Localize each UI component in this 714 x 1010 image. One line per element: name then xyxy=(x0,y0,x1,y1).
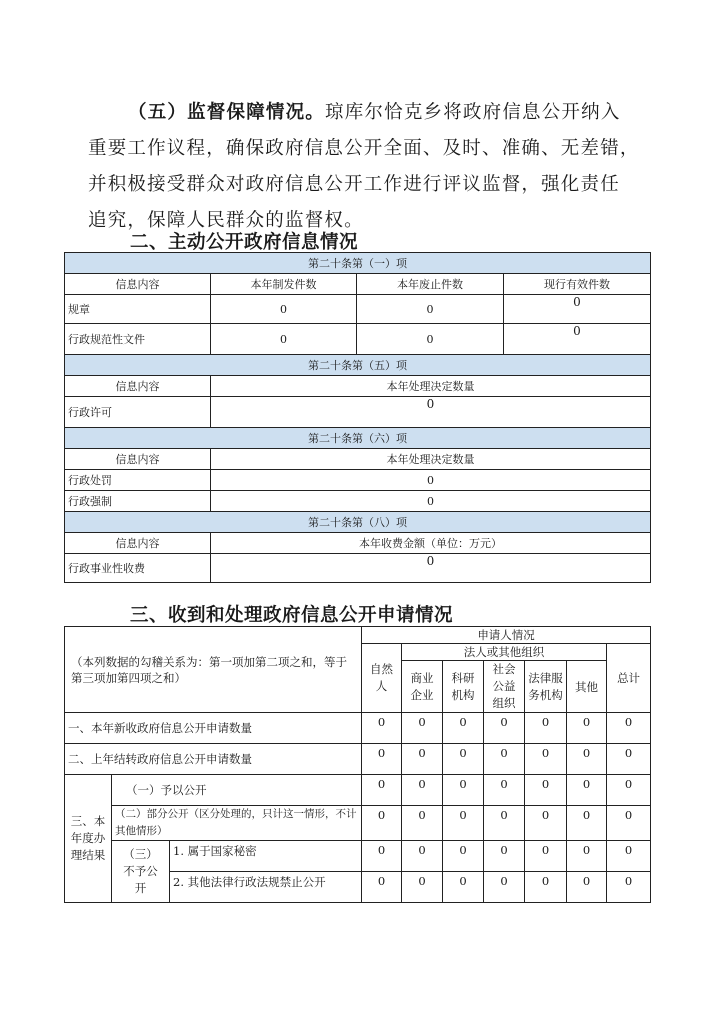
value-cell: 0 xyxy=(362,713,402,744)
value-cell: 0 xyxy=(443,713,484,744)
value-cell: 0 xyxy=(357,295,504,324)
value-cell: 0 xyxy=(402,806,443,841)
value-cell: 0 xyxy=(484,872,525,903)
paragraph-line4: 追究，保障人民群众的监督权。 xyxy=(88,210,364,231)
band-article-20-8: 第二十条第（八）项 xyxy=(65,512,651,533)
header-cell: 本年制发件数 xyxy=(211,274,357,295)
value-cell: 0 xyxy=(567,806,607,841)
org-group-header: 法人或其他组织 xyxy=(402,644,607,661)
value-cell: 0 xyxy=(567,744,607,775)
value-cell: 0 xyxy=(504,324,651,355)
value-cell: 0 xyxy=(484,775,525,806)
value-cell: 0 xyxy=(525,775,567,806)
org-type-header: 法律服务机构 xyxy=(525,661,567,713)
paragraph-lead: （五）监督保障情况。 xyxy=(128,102,326,123)
row-label: 行政规范性文件 xyxy=(65,324,211,355)
value-cell: 0 xyxy=(211,295,357,324)
header-cell: 信息内容 xyxy=(65,449,211,470)
value-cell: 0 xyxy=(484,806,525,841)
value-cell: 0 xyxy=(484,744,525,775)
result-group-label: 三、本年度办理结果 xyxy=(65,775,112,903)
application-handling-table xyxy=(64,626,651,903)
value-cell: 0 xyxy=(525,872,567,903)
value-cell: 0 xyxy=(362,872,402,903)
row-label: 行政强制 xyxy=(65,491,211,512)
value-cell: 0 xyxy=(402,872,443,903)
header-cell: 信息内容 xyxy=(65,274,211,295)
value-cell: 0 xyxy=(567,775,607,806)
value-cell: 0 xyxy=(525,744,567,775)
org-type-header: 科研机构 xyxy=(443,661,484,713)
value-cell: 0 xyxy=(567,872,607,903)
total-header: 总计 xyxy=(607,644,651,713)
natural-person-header: 自然人 xyxy=(362,644,402,713)
section3-title: 三、收到和处理政府信息公开申请情况 xyxy=(130,605,454,626)
header-cell: 信息内容 xyxy=(65,376,211,397)
value-cell: 0 xyxy=(362,806,402,841)
non-disclosure-group-label: （三）不予公开 xyxy=(112,841,170,903)
value-cell: 0 xyxy=(211,397,651,428)
value-cell: 0 xyxy=(362,744,402,775)
band-article-20-5: 第二十条第（五）项 xyxy=(65,355,651,376)
header-cell: 本年处理决定数量 xyxy=(211,449,651,470)
value-cell: 0 xyxy=(607,713,651,744)
applicant-header: 申请人情况 xyxy=(362,627,651,644)
row-label: 行政事业性收费 xyxy=(65,554,211,583)
value-cell: 0 xyxy=(504,295,651,324)
row-label: 二、上年结转政府信息公开申请数量 xyxy=(65,744,362,775)
value-cell: 0 xyxy=(607,872,651,903)
org-type-header: 商业企业 xyxy=(402,661,443,713)
value-cell: 0 xyxy=(443,841,484,872)
paragraph-line1: 琼库尔恰克乡将政府信息公开纳入 xyxy=(325,102,621,123)
value-cell: 0 xyxy=(402,713,443,744)
band-article-20-1: 第二十条第（一）项 xyxy=(65,253,651,274)
row-label: 1. 属于国家秘密 xyxy=(170,841,362,872)
row-label: 行政处罚 xyxy=(65,470,211,491)
value-cell: 0 xyxy=(607,775,651,806)
value-cell: 0 xyxy=(607,841,651,872)
value-cell: 0 xyxy=(567,713,607,744)
band-article-20-6: 第二十条第（六）项 xyxy=(65,428,651,449)
row-label: 行政许可 xyxy=(65,397,211,428)
value-cell: 0 xyxy=(443,806,484,841)
value-cell: 0 xyxy=(362,841,402,872)
value-cell: 0 xyxy=(443,775,484,806)
proactive-disclosure-table xyxy=(64,252,651,583)
value-cell: 0 xyxy=(357,324,504,355)
header-cell: 现行有效件数 xyxy=(504,274,651,295)
value-cell: 0 xyxy=(525,806,567,841)
reconciliation-note: （本列数据的勾稽关系为：第一项加第二项之和，等于第三项加第四项之和） xyxy=(65,627,362,713)
row-label: （一）予以公开 xyxy=(112,775,362,806)
header-cell: 本年收费金额（单位：万元） xyxy=(211,533,651,554)
supervision-paragraph xyxy=(88,98,648,235)
value-cell: 0 xyxy=(211,470,651,491)
value-cell: 0 xyxy=(525,713,567,744)
value-cell: 0 xyxy=(567,841,607,872)
value-cell: 0 xyxy=(443,744,484,775)
value-cell: 0 xyxy=(484,713,525,744)
row-label: （二）部分公开（区分处理的，只计这一情形，不计其他情形） xyxy=(112,806,362,841)
org-type-header: 社会公益组织 xyxy=(484,661,525,713)
row-label: 规章 xyxy=(65,295,211,324)
section2-title: 二、主动公开政府信息情况 xyxy=(130,232,359,253)
value-cell: 0 xyxy=(525,841,567,872)
header-cell: 本年废止件数 xyxy=(357,274,504,295)
value-cell: 0 xyxy=(211,491,651,512)
value-cell: 0 xyxy=(211,554,651,583)
value-cell: 0 xyxy=(484,841,525,872)
paragraph-line2: 重要工作议程，确保政府信息公开全面、及时、准确、无差错， xyxy=(88,138,640,159)
row-label: 一、本年新收政府信息公开申请数量 xyxy=(65,713,362,744)
value-cell: 0 xyxy=(443,872,484,903)
header-cell: 信息内容 xyxy=(65,533,211,554)
header-cell: 本年处理决定数量 xyxy=(211,376,651,397)
org-type-header: 其他 xyxy=(567,661,607,713)
value-cell: 0 xyxy=(402,775,443,806)
value-cell: 0 xyxy=(402,744,443,775)
paragraph-line3: 并积极接受群众对政府信息公开工作进行评议监督，强化责任 xyxy=(88,174,620,195)
value-cell: 0 xyxy=(607,744,651,775)
row-label: 2. 其他法律行政法规禁止公开 xyxy=(170,872,362,903)
value-cell: 0 xyxy=(211,324,357,355)
value-cell: 0 xyxy=(402,841,443,872)
value-cell: 0 xyxy=(362,775,402,806)
value-cell: 0 xyxy=(607,806,651,841)
